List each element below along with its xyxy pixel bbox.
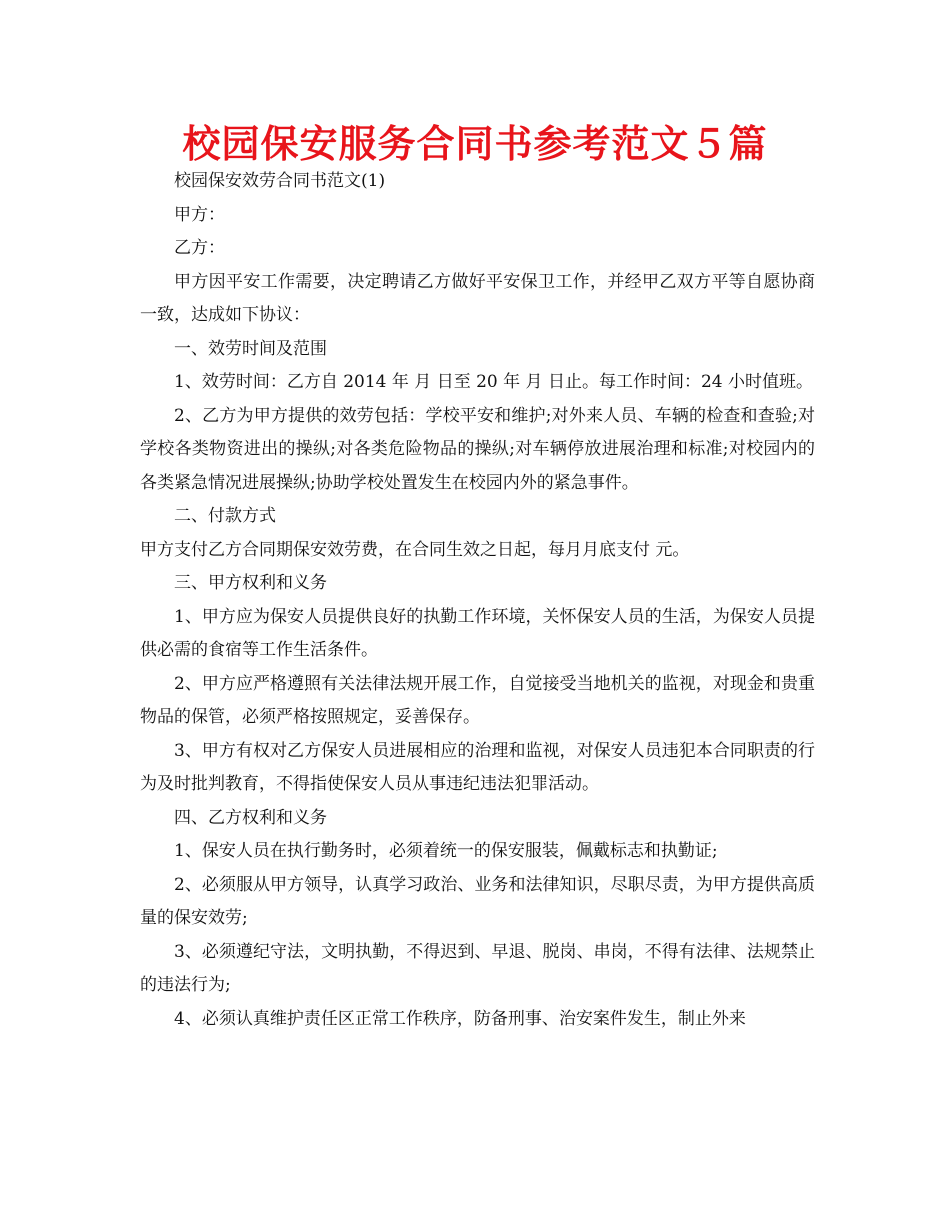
document-body — [140, 165, 815, 1036]
paragraph-4-1: 1、保安人员在执行勤务时，必须着统一的保安服装，佩戴标志和执勤证; — [174, 841, 718, 861]
paragraph-4-4: 4、必须认真维护责任区正常工作秩序，防备刑事、治安案件发生，制止外来 — [174, 1008, 746, 1029]
paragraph-3-2: 2、甲方应严格遵照有关法律法规开展工作，自觉接受当地机关的监视，对现金和贵重物品的保管，必须严格按照规定，妥善保存。 — [140, 673, 815, 727]
party-a-line: 甲方： — [174, 204, 225, 225]
paragraph-3-3: 3、甲方有权对乙方保安人员进展相应的治理和监视，对保安人员违犯本合同职责的行为及时批判教育，不得指使保安人员从事违纪违法犯罪活动。 — [140, 740, 815, 794]
party-b-line: 乙方： — [174, 238, 225, 258]
section-heading-4: 四、乙方权利和义务 — [174, 807, 327, 828]
section-heading-3: 三、甲方权利和义务 — [174, 573, 327, 593]
section-heading-1: 一、效劳时间及范围 — [174, 338, 327, 359]
paragraph-3-1: 1、甲方应为保安人员提供良好的执勤工作环境，关怀保安人员的生活，为保安人员提供必需的食宿等工作生活条件。 — [140, 606, 815, 660]
paragraph-1-1: 1、效劳时间：乙方自 2014 年 月 日至 20 年 月 日止。每工作时间：24 小时值班。 — [174, 372, 813, 392]
document-title: 校园保安服务合同书参考范文５篇 — [182, 122, 768, 166]
contract-subtitle: 校园保安效劳合同书范文(1) — [174, 171, 386, 191]
paragraph-intro: 甲方因平安工作需要，决定聘请乙方做好平安保卫工作，并经甲乙双方平等自愿协商一致，达成如下协议： — [140, 271, 815, 325]
section-heading-2: 二、付款方式 — [174, 506, 276, 526]
paragraph-2-1: 甲方支付乙方合同期保安效劳费，在合同生效之日起，每月月底支付 元。 — [140, 539, 690, 560]
paragraph-1-2: 2、乙方为甲方提供的效劳包括：学校平安和维护;对外来人员、车辆的检查和查验;对学校各类物资进出的操纵;对各类危险物品的操纵;对车辆停放进展治理和标准;对校园内的各类紧急情况进展操纵;协助学校处置发生在校园内外的紧急事件。 — [140, 405, 815, 493]
paragraph-4-3: 3、必须遵纪守法，文明执勤，不得迟到、早退、脱岗、串岗，不得有法律、法规禁止的违法行为; — [140, 941, 815, 995]
paragraph-4-2: 2、必须服从甲方领导，认真学习政治、业务和法律知识，尽职尽责，为甲方提供高质量的保安效劳; — [140, 874, 815, 928]
